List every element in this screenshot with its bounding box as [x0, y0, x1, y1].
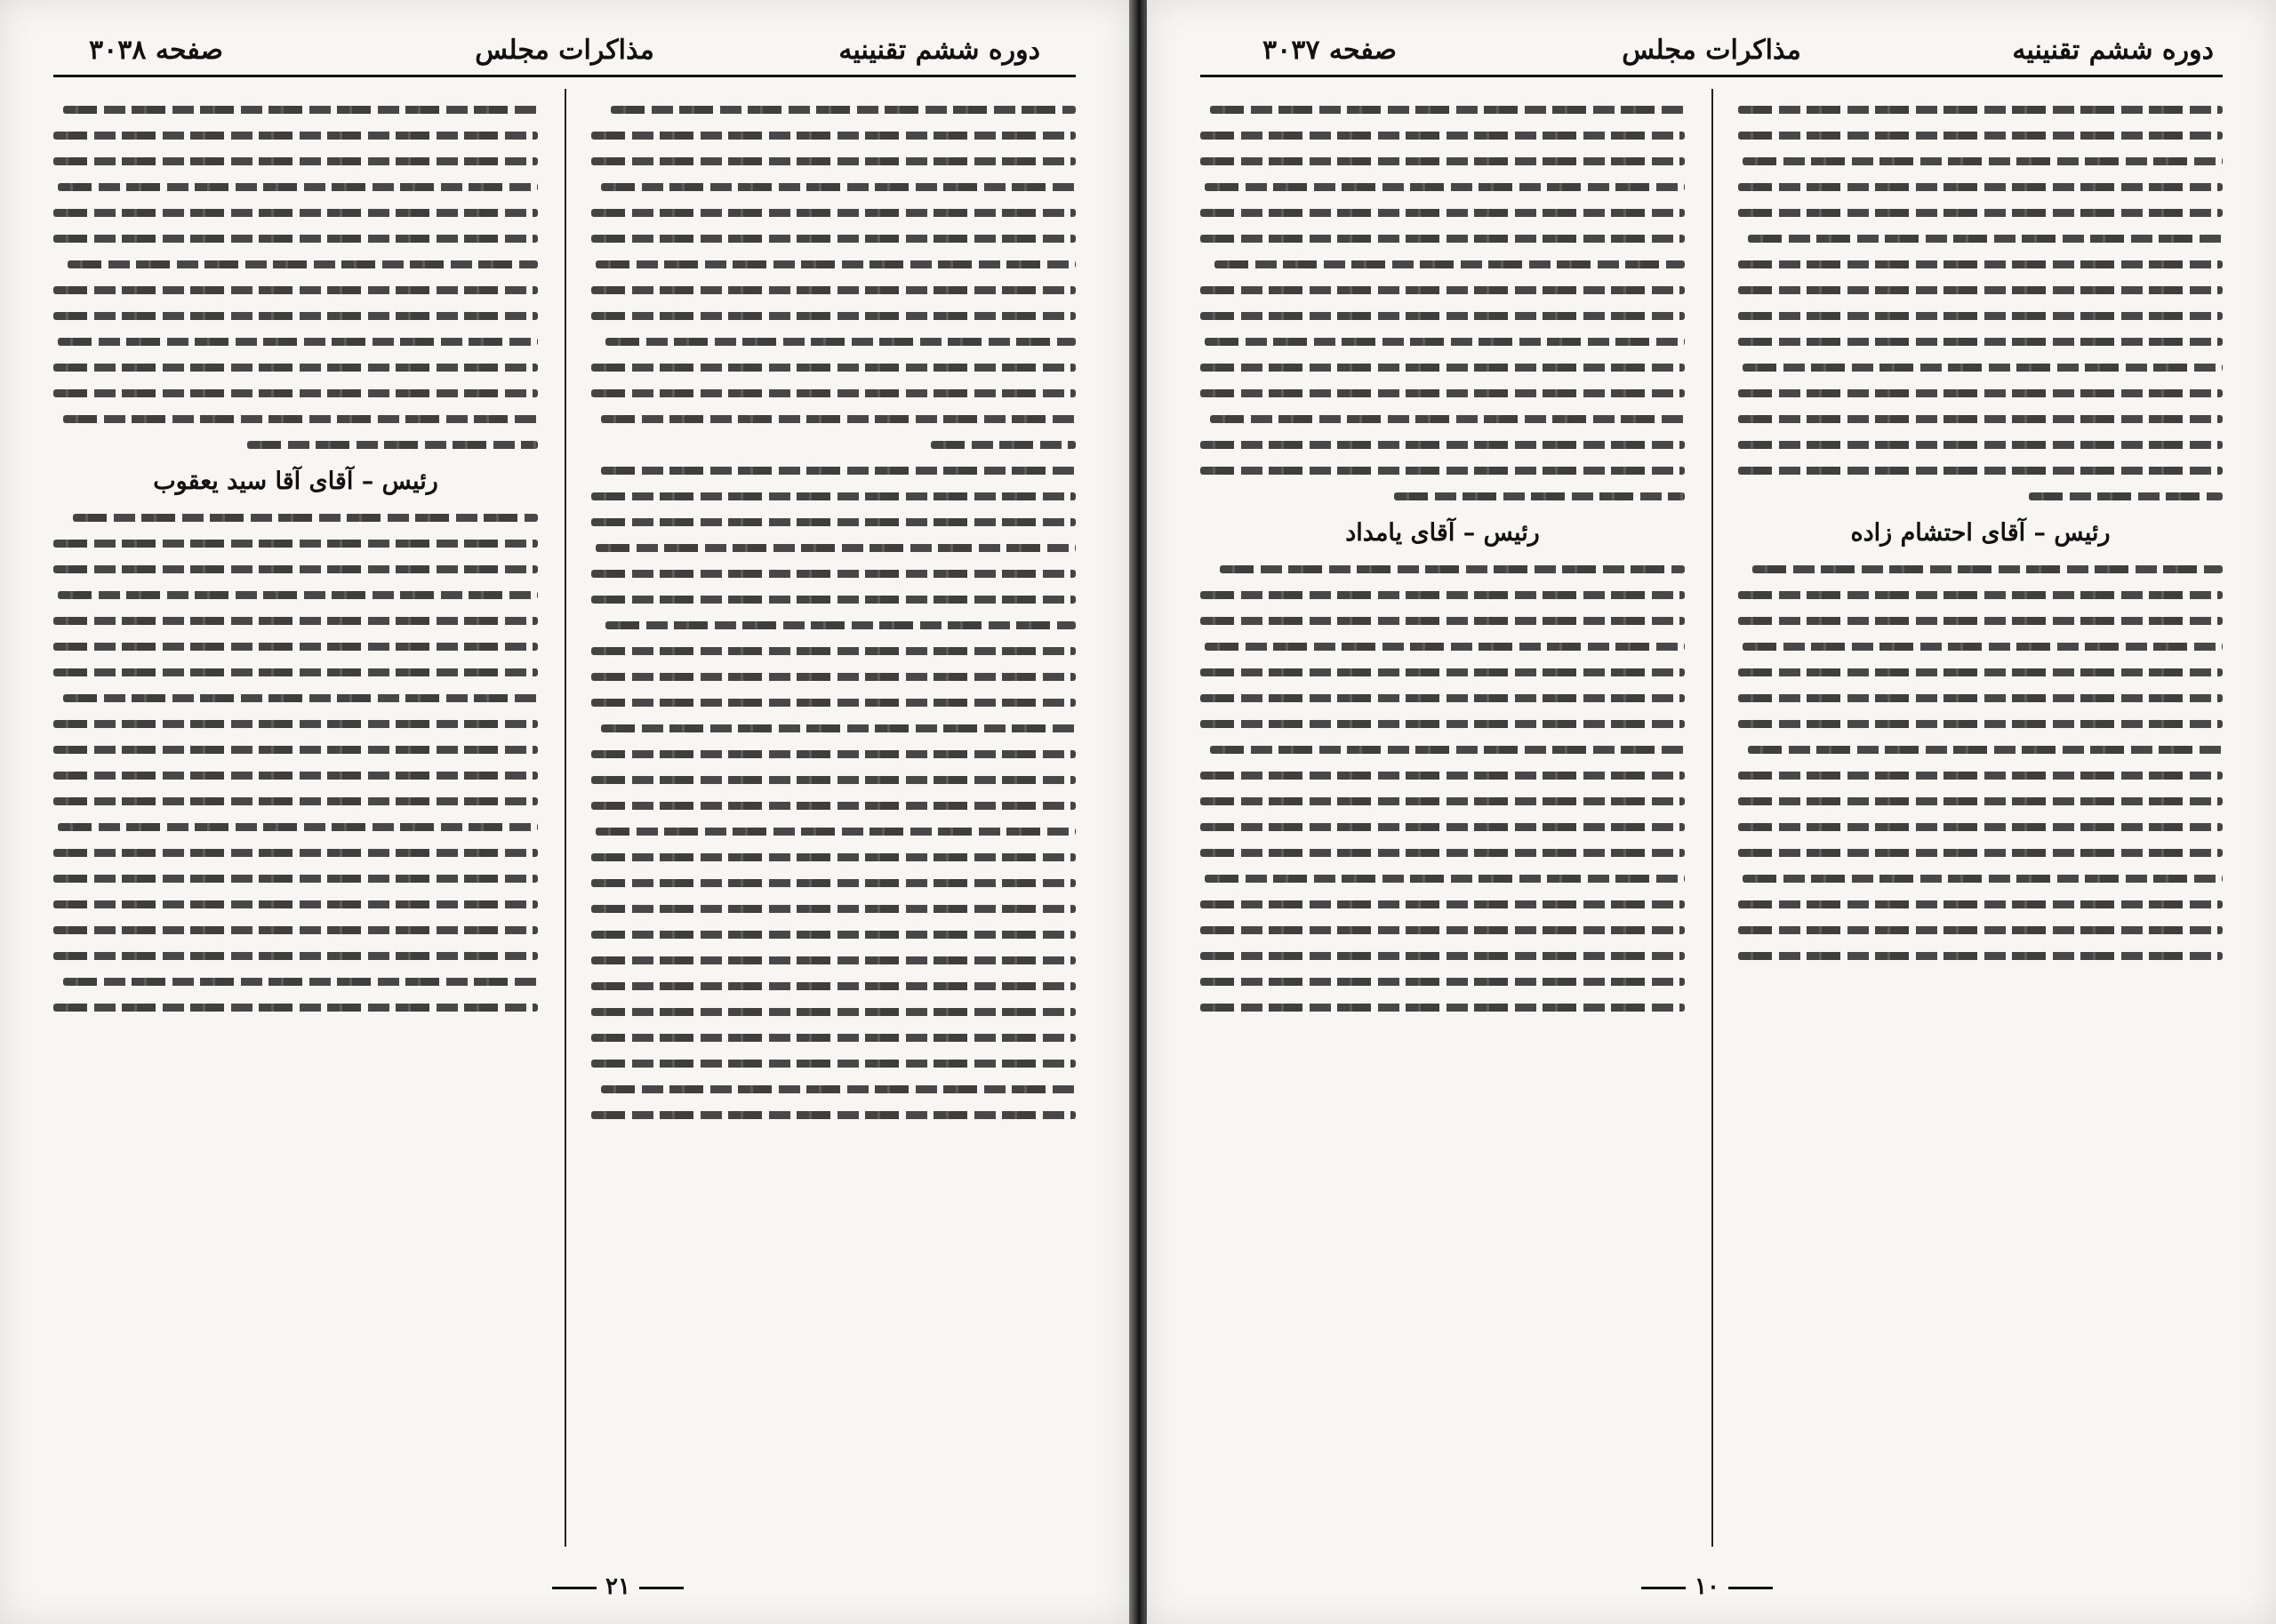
book-gutter [1129, 0, 1147, 1624]
text-column-right [1738, 89, 2223, 1538]
speaker-heading: رئیس – آقای یامداد [1345, 519, 1540, 547]
text-column-left [1200, 89, 1685, 1538]
running-head: مذاکرات مجلس [1622, 35, 1801, 66]
left-page [0, 0, 1129, 1624]
folio-number: ۱۰ [1609, 1569, 1805, 1604]
paragraph [591, 106, 1076, 449]
paragraph [53, 514, 538, 1012]
series-title: دوره ششم تقنینیه [2012, 35, 2214, 66]
speaker-heading: رئیس – آقای آقا سید یعقوب [153, 468, 438, 495]
paragraph [591, 467, 1076, 1119]
text-column-left [53, 89, 538, 1538]
series-title: دوره ششم تقنینیه [838, 35, 1040, 66]
right-page-header [1209, 30, 2214, 71]
paragraph [1200, 106, 1685, 500]
paragraph [1738, 106, 2223, 500]
right-page [1147, 0, 2276, 1624]
column-divider [565, 89, 566, 1547]
paragraph [1738, 565, 2223, 960]
paragraph [53, 106, 538, 449]
running-head: مذاکرات مجلس [475, 35, 654, 66]
page-number: صفحه ۳۰۳۷ [1262, 35, 1397, 66]
paragraph [1200, 565, 1685, 1012]
folio-number: ۲۱ [520, 1569, 716, 1604]
speaker-heading: رئیس – آقای احتشام زاده [1850, 519, 2111, 547]
page-number: صفحه ۳۰۳۸ [89, 35, 223, 66]
header-rule [1200, 75, 2223, 77]
left-page-header [62, 30, 1067, 71]
header-rule [53, 75, 1076, 77]
text-column-right [591, 89, 1076, 1538]
column-divider [1711, 89, 1713, 1547]
